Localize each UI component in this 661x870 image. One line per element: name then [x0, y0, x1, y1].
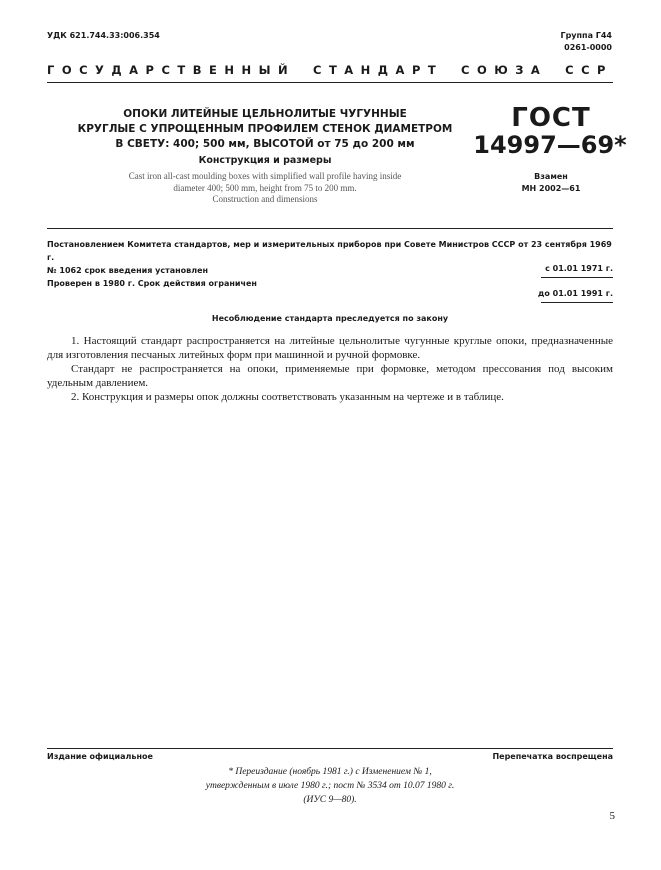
- decree-line-1: Постановлением Комитета стандартов, мер и измерительных приборов при Совете Министров СССР от 23 сентября 1969 г.: [47, 240, 612, 262]
- udk-code: УДК 621.744.33:006.354: [47, 31, 160, 40]
- title-line-1: ОПОКИ ЛИТЕЙНЫЕ ЦЕЛЬНОЛИТЫЕ ЧУГУННЫЕ: [123, 108, 407, 120]
- title-en-line-1: Cast iron all-cast moulding boxes with simplified wall profile having inside: [128, 171, 402, 181]
- gost-label: ГОСТ: [511, 103, 591, 133]
- document-title-ru: [60, 107, 470, 152]
- replaced-value: МН 2002—61: [521, 184, 581, 193]
- state-standard-banner: [47, 63, 613, 77]
- body-text: [47, 334, 613, 404]
- effective-from-date: с 01.01 1971 г.: [545, 264, 613, 273]
- date-to-rule: [541, 302, 613, 303]
- replaced-standard: [476, 171, 626, 195]
- date-from-rule: [541, 277, 613, 278]
- reprint-prohibited: Перепечатка воспрещена: [492, 752, 613, 761]
- page-number: 5: [609, 810, 615, 822]
- section-rule: [47, 228, 613, 229]
- replaced-label: Взамен: [534, 172, 568, 181]
- paragraph-2: Стандарт не распространяется на опоки, применяемые при формовке, методом прессования под высоким удельным давлением.: [47, 363, 613, 389]
- banner-word-1: ГОСУДАРСТВЕННЫЙ: [47, 63, 296, 77]
- reissue-footnote: [180, 765, 480, 807]
- document-subtitle-ru: Конструкция и размеры: [198, 155, 332, 166]
- group-code-block: [560, 30, 612, 54]
- checked-note: Проверен в 1980 г. Срок действия ограничен: [47, 279, 257, 288]
- classification-code: 0261-0000: [564, 43, 612, 52]
- title-en-line-2: diameter 400; 500 mm, height from 75 to 200 mm.: [173, 182, 357, 193]
- effective-to-date: до 01.01 1991 г.: [537, 289, 613, 298]
- footnote-line-2: утвержденным в июле 1980 г.; пост № 3534 от 10.07 1980 г.: [205, 781, 455, 791]
- banner-word-2: СТАНДАРТ: [313, 63, 444, 77]
- decree-text: [47, 238, 613, 277]
- paragraph-1: 1. Настоящий стандарт распространяется на литейные цельнолитые чугунные круглые опоки, предназначенные для изготовления песчаных литейных форм при машинной и ручной формовке.: [47, 335, 613, 361]
- footer-rule: [47, 748, 613, 749]
- title-line-2: КРУГЛЫЕ С УПРОЩЕННЫМ ПРОФИЛЕМ СТЕНОК ДИАМЕТРОМ: [77, 123, 453, 135]
- footnote-line-1: * Переиздание (ноябрь 1981 г.) с Изменением № 1,: [228, 767, 432, 777]
- paragraph-3: 2. Конструкция и размеры опок должны соответствовать указанным на чертеже и в таблице.: [71, 391, 504, 403]
- gost-number: 14997—69*: [473, 131, 627, 159]
- banner-word-3: СОЮЗА: [461, 63, 548, 77]
- group-label: Группа Г44: [560, 31, 612, 40]
- law-warning: Несоблюдение стандарта преследуется по закону: [211, 314, 449, 323]
- title-en-line-3: Construction and dimensions: [212, 194, 318, 204]
- banner-rule: [47, 82, 613, 83]
- banner-word-4: ССР: [565, 63, 613, 77]
- decree-line-2: № 1062 срок введения установлен: [47, 266, 209, 275]
- official-edition: Издание официальное: [47, 752, 153, 761]
- title-line-3: В СВЕТУ: 400; 500 мм, ВЫСОТОЙ от 75 до 200 мм: [115, 138, 415, 150]
- footnote-line-3: (ИУС 9—80).: [303, 795, 357, 805]
- document-title-en: [60, 171, 470, 206]
